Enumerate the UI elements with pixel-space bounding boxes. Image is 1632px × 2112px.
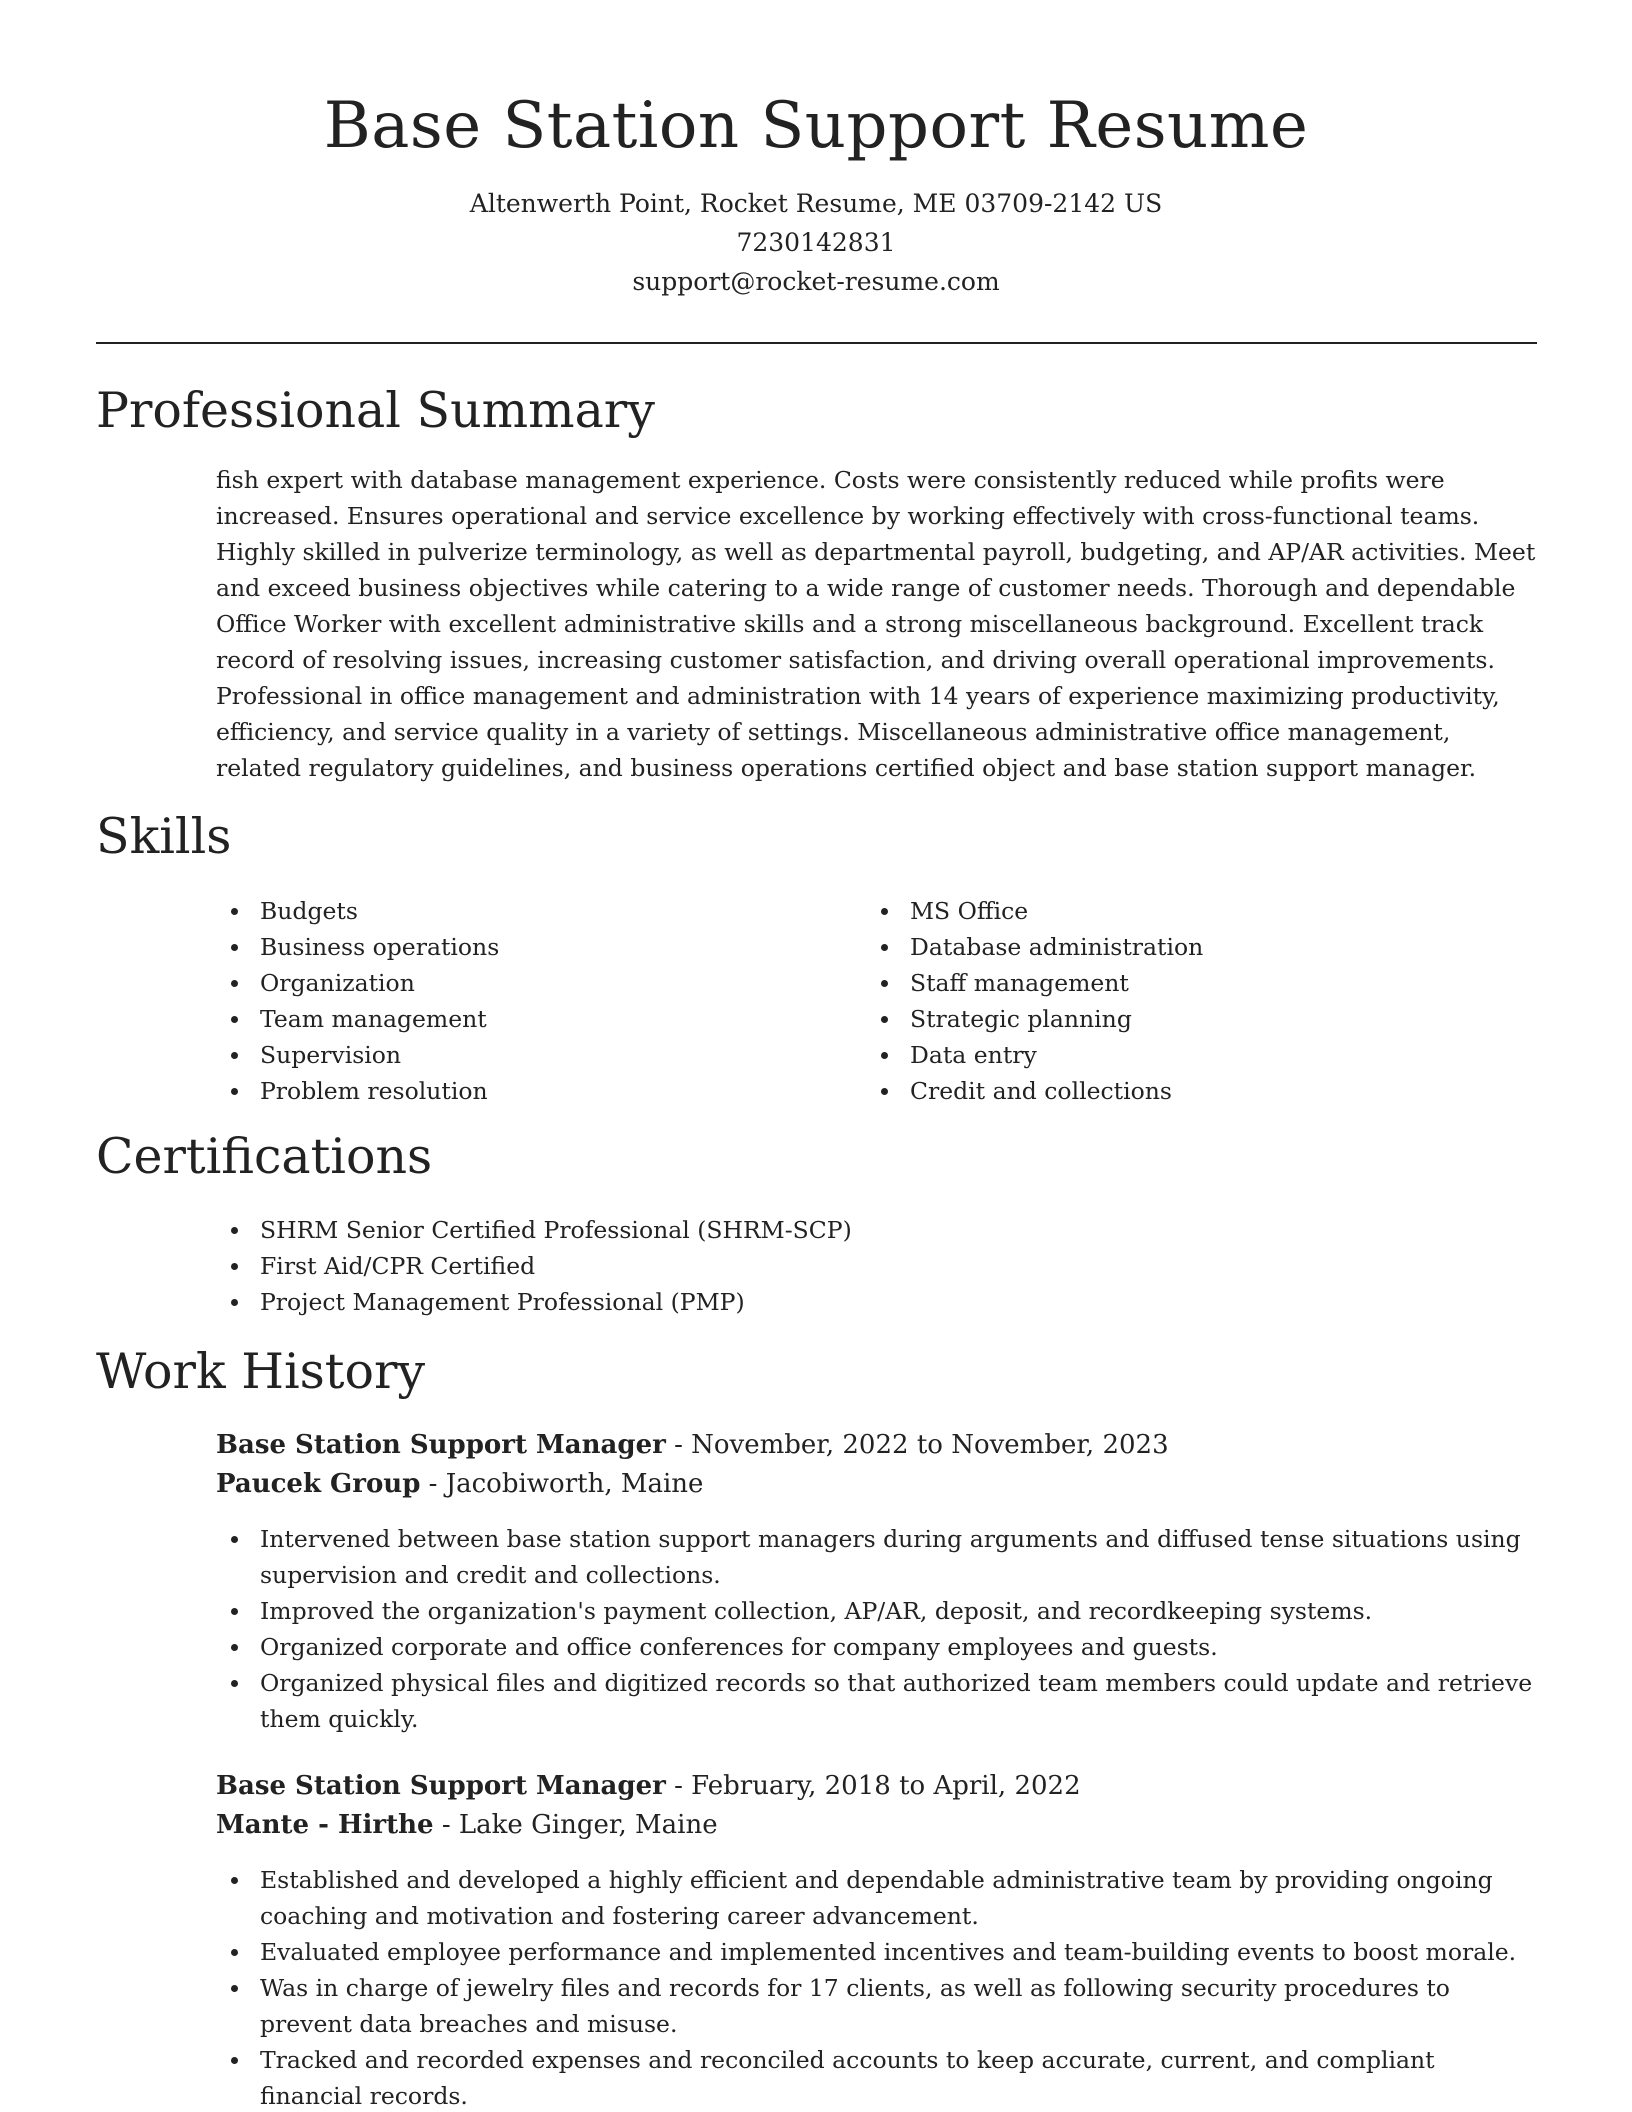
certifications-block	[216, 1212, 1536, 1320]
header-divider	[96, 342, 1537, 344]
job-duty-item: Was in charge of jewelry files and records for 17 clients, as well as following security procedures to prevent data breaches and misuse.	[216, 1970, 1540, 2042]
job-company: Paucek Group	[216, 1469, 421, 1499]
job-duty-item: Intervened between base station support managers during arguments and diffused tense situations using supervision and credit and collections.	[216, 1521, 1540, 1593]
job-title-line	[216, 1767, 1540, 1806]
job-company: Mante - Hirthe	[216, 1810, 434, 1840]
job-dates: - February, 2018 to April, 2022	[665, 1771, 1081, 1801]
job-duties-list	[216, 1862, 1540, 2112]
job-duty-item: Improved the organization's payment collection, AP/AR, deposit, and recordkeeping systems.	[216, 1593, 1540, 1629]
job-duties-list	[216, 1521, 1540, 1737]
resume-header	[0, 0, 1632, 301]
skill-item: Staff management	[866, 965, 1466, 1001]
skill-item: Team management	[216, 1001, 816, 1037]
job-title: Base Station Support Manager	[216, 1771, 666, 1801]
summary-heading: Professional Summary	[96, 382, 655, 439]
job-duty-item: Organized corporate and office conferences for company employees and guests.	[216, 1629, 1540, 1665]
skill-item: Business operations	[216, 929, 816, 965]
certification-item: Project Management Professional (PMP)	[216, 1284, 1536, 1320]
skills-right-column	[866, 893, 1466, 1109]
address: Altenwerth Point, Rocket Resume, ME 03709-2142 US	[469, 189, 1163, 218]
job-entry	[216, 1767, 1540, 2112]
certifications-list	[216, 1212, 1536, 1320]
skills-list-left	[216, 893, 816, 1109]
job-title: Base Station Support Manager	[216, 1430, 666, 1460]
skill-item: Database administration	[866, 929, 1466, 965]
job-duty-item: Tracked and recorded expenses and reconciled accounts to keep accurate, current, and compliant financial records.	[216, 2042, 1540, 2112]
skill-item: Budgets	[216, 893, 816, 929]
job-duty-item: Evaluated employee performance and implemented incentives and team-building events to boost morale.	[216, 1934, 1540, 1970]
skill-item: Credit and collections	[866, 1073, 1466, 1109]
contact-block	[0, 184, 1632, 301]
summary-text: fish expert with database management experience. Costs were consistently reduced while profits were increased. Ensures operational and service excellence by working effectively with cross-functional teams. Highly skilled in pulverize terminology, as well as departmental payroll, budgeting, and AP/AR activities. Meet and exceed business objectives while catering to a wide range of customer needs. Thorough and dependable Office Worker with excellent administrative skills and a strong miscellaneous background. Excellent track record of resolving issues, increasing customer satisfaction, and driving overall operational improvements. Professional in office management and administration with 14 years of experience maximizing productivity, efficiency, and service quality in a variety of settings. Miscellaneous administrative office management, related regulatory guidelines, and business operations certified object and base station support manager.	[216, 466, 1536, 782]
skill-item: Strategic planning	[866, 1001, 1466, 1037]
email: support@rocket-resume.com	[632, 267, 1000, 296]
job-duty-item: Organized physical files and digitized records so that authorized team members could update and retrieve them quickly.	[216, 1665, 1540, 1737]
job-entry	[216, 1426, 1540, 1737]
work-history-heading: Work History	[96, 1343, 426, 1400]
skill-item: Problem resolution	[216, 1073, 816, 1109]
skills-left-column	[216, 893, 816, 1109]
job-company-line	[216, 1806, 1540, 1845]
skills-list-right	[866, 893, 1466, 1109]
job-location: - Jacobiworth, Maine	[420, 1469, 704, 1499]
skill-item: MS Office	[866, 893, 1466, 929]
certification-item: First Aid/CPR Certified	[216, 1248, 1536, 1284]
certification-item: SHRM Senior Certified Professional (SHRM-SCP)	[216, 1212, 1536, 1248]
skill-item: Supervision	[216, 1037, 816, 1073]
job-company-line	[216, 1465, 1540, 1504]
skill-item: Data entry	[866, 1037, 1466, 1073]
skill-item: Organization	[216, 965, 816, 1001]
job-dates: - November, 2022 to November, 2023	[665, 1430, 1169, 1460]
job-title-line	[216, 1426, 1540, 1465]
certifications-heading: Certifications	[96, 1128, 433, 1185]
phone: 7230142831	[736, 228, 896, 257]
resume-title: Base Station Support Resume	[323, 89, 1309, 163]
skills-heading: Skills	[96, 808, 232, 865]
job-duty-item: Established and developed a highly efficient and dependable administrative team by providing ongoing coaching and motivation and fostering career advancement.	[216, 1862, 1540, 1934]
job-location: - Lake Ginger, Maine	[433, 1810, 718, 1840]
